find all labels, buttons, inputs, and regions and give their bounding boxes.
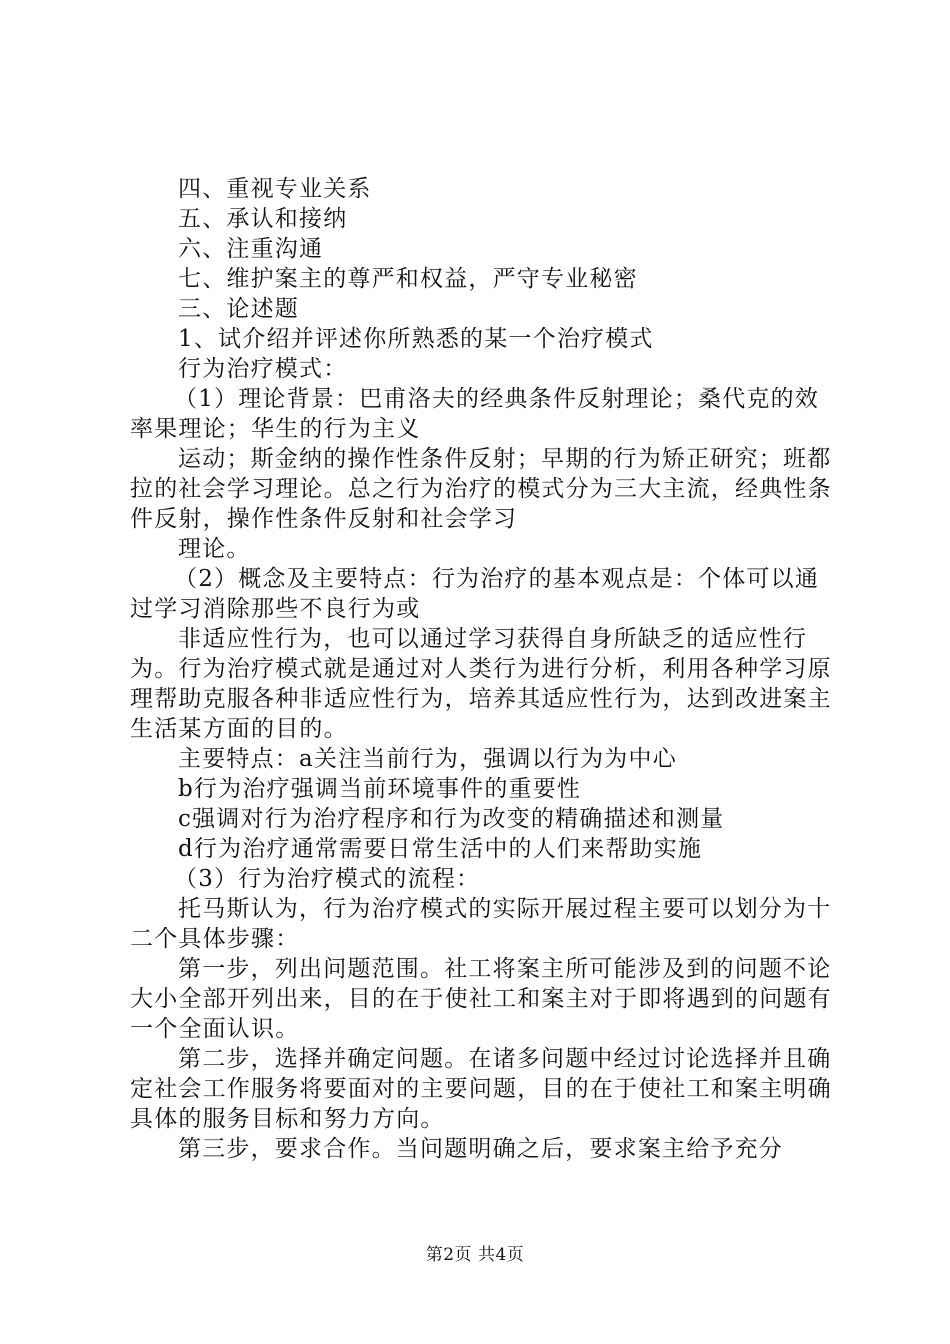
section-heading-essay: 三、论述题 (178, 296, 299, 322)
step-2: 第二步，选择并确定问题。在诸多问题中经过讨论选择并且确定社会工作服务将要面对的主要问题，目的在于使社工和案主明确具体的服务目标和努力方向。 (130, 1046, 832, 1132)
feature-c: c强调对行为治疗程序和行为改变的精确描述和测量 (178, 806, 725, 832)
list-item-section-7: 七、维护案主的尊严和权益，严守专业秘密 (178, 266, 638, 292)
step-3: 第三步，要求合作。当问题明确之后，要求案主给予充分 (178, 1136, 783, 1162)
theory-background-end: 理论。 (178, 536, 251, 562)
concept-paragraph: （2）概念及主要特点：行为治疗的基本观点是：个体可以通过学习消除那些不良行为或 (130, 566, 820, 622)
list-item-section-6: 六、注重沟通 (178, 236, 324, 262)
list-item-section-4: 四、重视专业关系 (178, 176, 372, 202)
step-1: 第一步，列出问题范围。社工将案主所可能涉及到的问题不论大小全部开列出来，目的在于使社工和案主对于即将遇到的问题有一个全面认识。 (130, 956, 832, 1042)
theory-background-paragraph: （1）理论背景：巴甫洛夫的经典条件反射理论；桑代克的效率果理论；华生的行为主义 (130, 386, 820, 442)
list-item-section-5: 五、承认和接纳 (178, 206, 348, 232)
theory-background-continued: 运动；斯金纳的操作性条件反射；早期的行为矫正研究；班都拉的社会学习理论。总之行为治疗的模式分为三大主流，经典性条件反射，操作性条件反射和社会学习 (130, 446, 832, 532)
process-intro: 托马斯认为，行为治疗模式的实际开展过程主要可以划分为十二个具体步骤： (130, 896, 832, 952)
feature-b: b行为治疗强调当前环境事件的重要性 (178, 776, 582, 802)
page-footer (0, 1244, 950, 1266)
feature-d: d行为治疗通常需要日常生活中的人们来帮助实施 (178, 836, 703, 862)
concept-continued: 非适应性行为，也可以通过学习获得自身所缺乏的适应性行为。行为治疗模式就是通过对人类行为进行分析，利用各种学习原理帮助克服各种非适应性行为，培养其适应性行为，达到改进案主生活某方面的目的。 (130, 626, 832, 742)
question-1: 1、试介绍并评述你所熟悉的某一个治疗模式 (178, 326, 654, 352)
body-text (130, 174, 832, 1164)
page-number: 第2页 共4页 (425, 1245, 525, 1265)
model-title: 行为治疗模式： (178, 356, 348, 382)
feature-a: 主要特点：a关注当前行为，强调以行为为中心 (178, 746, 677, 772)
process-heading: （3）行为治疗模式的流程： (174, 866, 481, 892)
